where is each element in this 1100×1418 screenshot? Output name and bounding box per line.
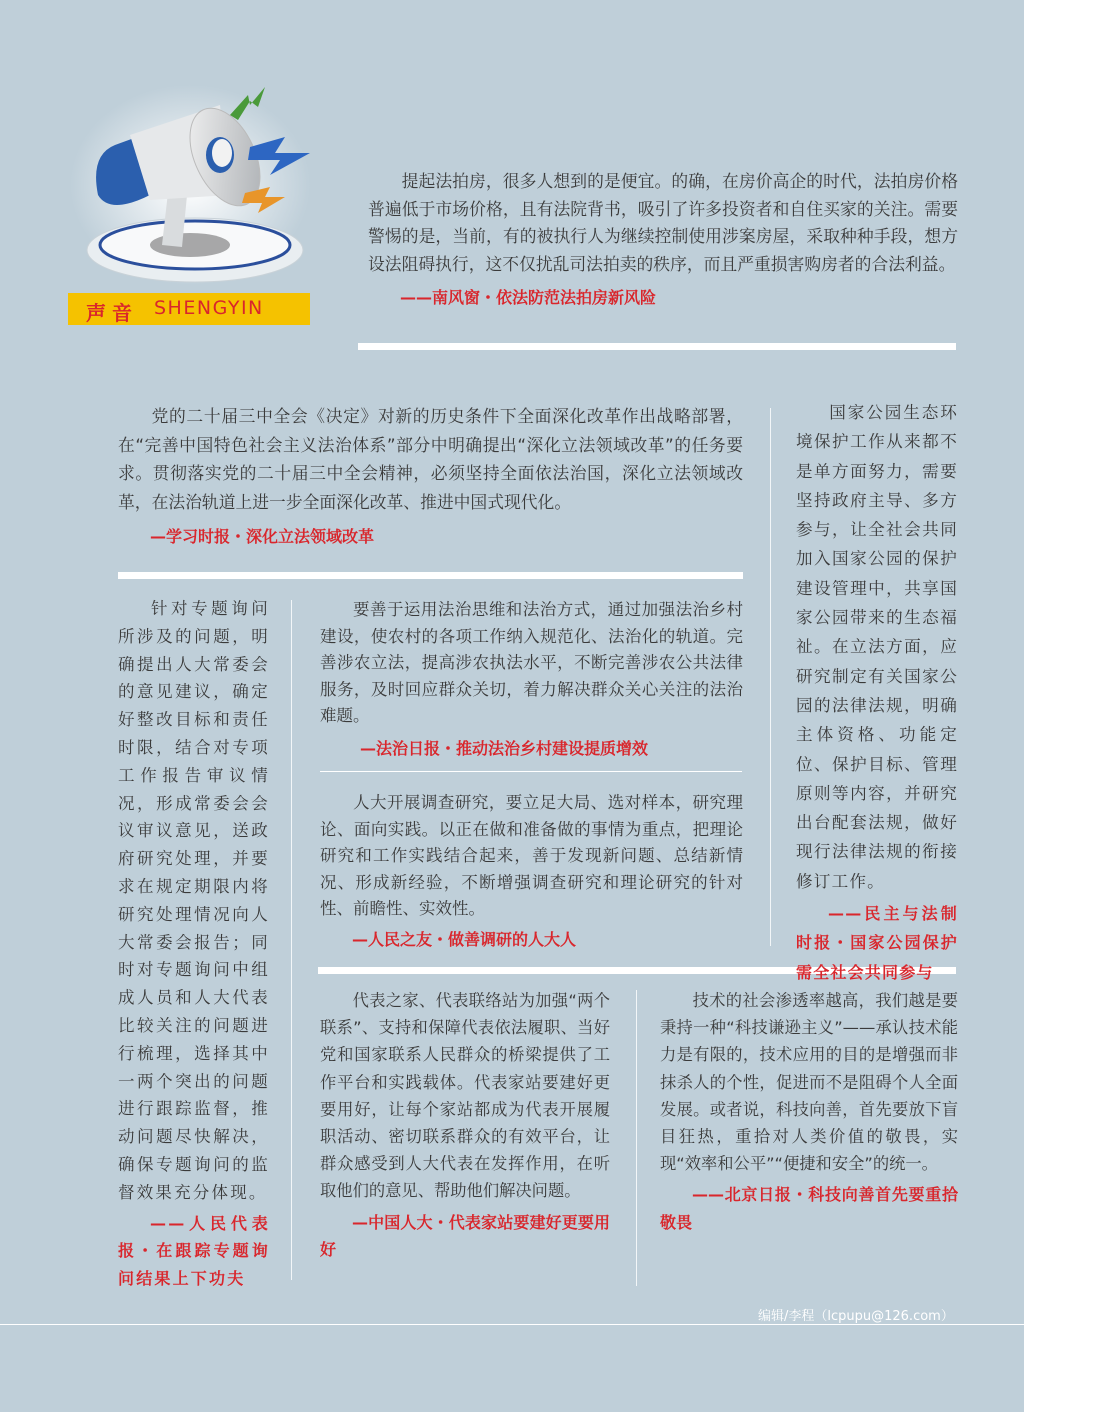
article-zhuantixunwen: 针对专题询问所涉及的问题，明确提出人大常委会的意见建议，确定好整改目标和责任时限，结合对专项工作报告审议情况，形成常委会会议审议意见，送政府研究处理，并要求在规定期限内将研究处理情况向人大常委会报告；同时对专题询问中组成人员和人大代表比较关注的问题进行梳理，选择其中一两个突出的问题进行跟踪监督，推动问题尽快解决，确保专题询问的监督效果充分体现。 ——人民代表报・在跟踪专题询问结果上下功夫: [118, 599, 270, 1289]
divider: [0, 1324, 1024, 1325]
article-guojiagongyuan: 国家公园生态环境保护工作从来都不是单方面努力，需要坚持政府主导、多方参与，让全社会共同加入国家公园的保护建设管理中，共享国家公园带来的生态福祉。在立法方面，应研究制定有关国家公园的法律法规，明确主体资格、功能定位、保护目标、管理原则等内容，并研究出台配套法规，做好现行法律法规的衔接修订工作。 ——民主与法制时报・国家公园保护需全社会共同参与: [796, 403, 958, 982]
divider: [118, 572, 743, 579]
article-daibiaojiazhan: 代表之家、代表联络站为加强“两个联系”、支持和保障代表依法履职、当好党和国家联系人民群众的桥梁提供了工作平台和实践载体。代表家站要建好更要用好，让每个家站都成为代表开展履职活动、密切联系群众的有效平台，让群众感受到人大代表在发挥作用，在听取他们的意见、帮助他们解决问题。 —中国人大・代表家站要建好更要用好: [320, 991, 610, 1259]
divider: [320, 771, 742, 772]
article-kejixiangshan: 技术的社会渗透率越高，我们越是要秉持一种“科技谦逊主义”——承认技术能力是有限的，技术应用的目的是增强而非抹杀人的个性，促进而不是阻碍个人全面发展。或者说，科技向善，首先要放下盲目狂热，重拾对人类价值的敬畏，实现“效率和公平”“便捷和安全”的统一。 ——北京日报・科技向善首先要重拾敬畏: [660, 991, 958, 1232]
column-divider: [636, 990, 637, 1286]
banner-cn: 声音: [86, 301, 138, 325]
article-diaoyan: 人大开展调查研究，要立足大局、选对样本，研究理论、面向实践。以正在做和准备做的事情为重点，把理论研究和工作实践结合起来，善于发现新问题、总结新情况、形成新经验，不断增强调查研究和理论研究的针对性、前瞻性、实效性。 —人民之友・做善调研的人大人: [320, 793, 743, 949]
megaphone-logo-icon: [70, 75, 315, 290]
editor-credit: 编辑/李程（lcpupu@126.com）: [758, 1309, 954, 1324]
column-divider: [291, 600, 292, 1280]
section-banner: [68, 293, 310, 325]
article-fazhixiangcun: 要善于运用法治思维和法治方式，通过加强法治乡村建设，使农村的各项工作纳入规范化、法治化的轨道。完善涉农立法，提高涉农执法水平，不断完善涉农公共法律服务，及时回应群众关切，着力解决群众关心关注的法治难题。 —法治日报・推动法治乡村建设提质增效: [320, 600, 743, 758]
article-lifa: 党的二十届三中全会《决定》对新的历史条件下全面深化改革作出战略部署，在“完善中国特色社会主义法治体系”部分中明确提出“深化立法领域改革”的任务要求。贯彻落实党的二十届三中全会精神，必须坚持全面依法治国，深化立法领域改革，在法治轨道上进一步全面深化改革、推进中国式现代化。 —学习时报・深化立法领域改革: [118, 406, 743, 546]
article-fapaifang: 提起法拍房，很多人想到的是便宜。的确，在房价高企的时代，法拍房价格普遍低于市场价格，且有法院背书，吸引了许多投资者和自住买家的关注。需要警惕的是，当前，有的被执行人为继续控制使用涉案房屋，采取种种手段，想方设法阻碍执行，这不仅扰乱司法拍卖的秩序，而且严重损害购房者的合法利益。 ——南风窗・依法防范法拍房新风险: [368, 171, 958, 307]
banner-en: SHENGYIN: [154, 297, 264, 319]
column-divider: [770, 408, 771, 946]
divider: [358, 343, 956, 350]
